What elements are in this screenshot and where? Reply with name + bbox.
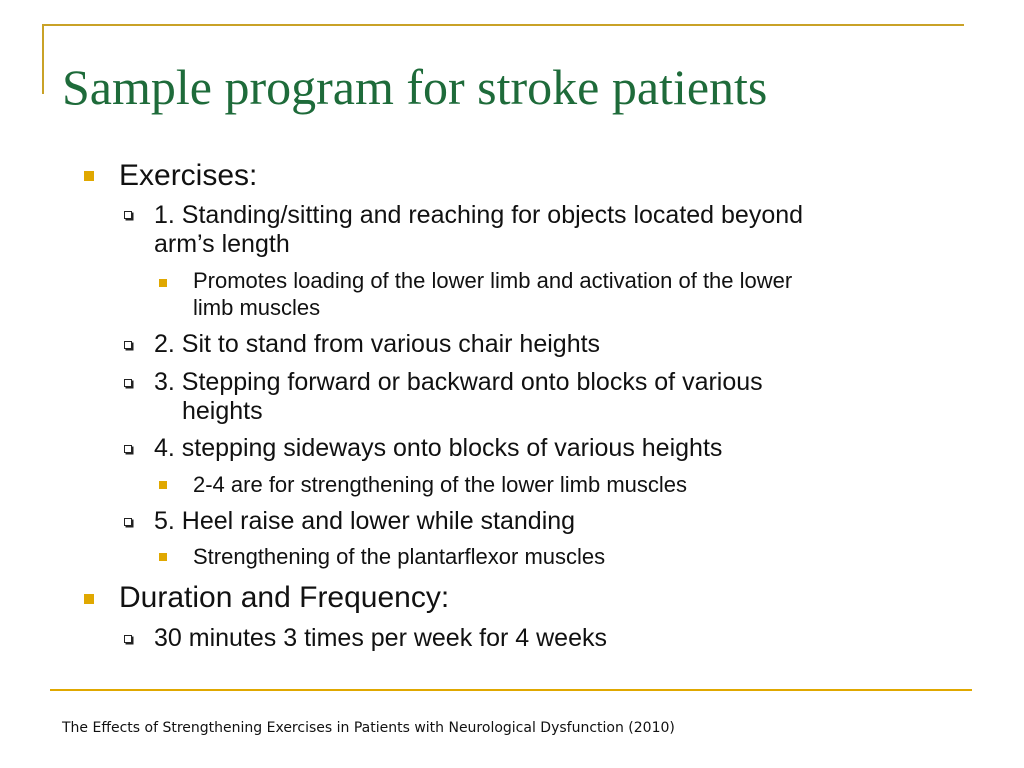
exercise-item-1	[154, 201, 803, 259]
exercise-item-1-note	[193, 267, 792, 321]
duration-heading	[119, 581, 449, 615]
exercise-item-3-label-cont: heights	[182, 397, 263, 425]
exercise-item-4-label: 4. stepping sideways onto blocks of various heights	[154, 434, 723, 462]
gold-square-bullet-icon	[159, 279, 167, 287]
gold-square-bullet-icon	[84, 594, 94, 604]
exercise-item-3	[154, 368, 763, 426]
gold-square-bullet-icon	[159, 481, 167, 489]
footer-divider	[50, 689, 972, 691]
exercise-item-2	[154, 330, 600, 359]
hollow-square-bullet-icon	[124, 379, 132, 387]
duration-item-1-label: 30 minutes 3 times per week for 4 weeks	[154, 624, 607, 652]
duration-item-1	[154, 624, 607, 653]
exercise-item-5	[154, 507, 575, 536]
hollow-square-bullet-icon	[124, 341, 132, 349]
exercise-item-3-label: 3. Stepping forward or backward onto blocks of various	[154, 368, 763, 396]
gold-square-bullet-icon	[159, 553, 167, 561]
exercise-item-1-note-cont: limb muscles	[193, 295, 321, 320]
duration-heading-text: Duration and Frequency:	[119, 581, 450, 614]
hollow-square-bullet-icon	[124, 635, 132, 643]
exercises-heading	[119, 159, 257, 193]
exercise-item-5-note-text: Strengthening of the plantarflexor muscles	[193, 544, 606, 569]
gold-square-bullet-icon	[84, 171, 94, 181]
hollow-square-bullet-icon	[124, 518, 132, 526]
exercise-item-4	[154, 434, 722, 463]
exercises-heading-text: Exercises:	[119, 159, 258, 192]
hollow-square-bullet-icon	[124, 445, 132, 453]
exercise-item-5-label: 5. Heel raise and lower while standing	[154, 507, 576, 535]
hollow-square-bullet-icon	[124, 211, 132, 219]
exercise-item-4-note-text: 2-4 are for strengthening of the lower limb muscles	[193, 472, 688, 497]
exercise-item-2-label: 2. Sit to stand from various chair heights	[154, 330, 601, 358]
exercise-item-5-note	[193, 543, 605, 570]
exercise-item-1-label: 1. Standing/sitting and reaching for objects located beyond	[154, 201, 804, 229]
footer-citation: The Effects of Strengthening Exercises in Patients with Neurological Dysfunction (2010)	[62, 720, 675, 736]
exercise-item-1-label-cont: arm’s length	[154, 230, 290, 258]
exercise-item-4-note	[193, 471, 687, 498]
exercise-item-1-note-text: Promotes loading of the lower limb and activation of the lower	[193, 268, 793, 293]
slide-title: Sample program for stroke patients	[62, 59, 768, 115]
